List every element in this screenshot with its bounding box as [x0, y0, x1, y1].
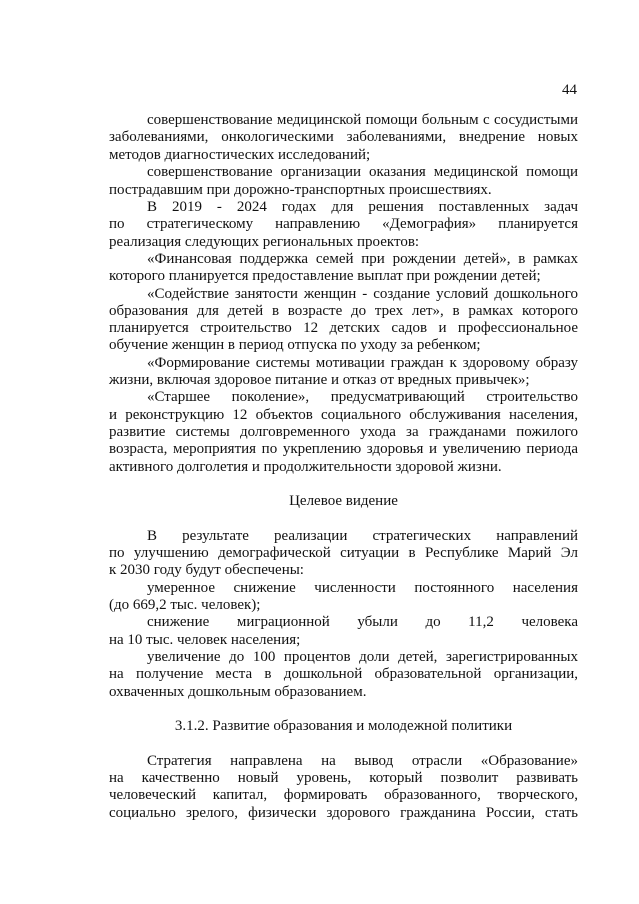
text-line: увеличение до 100 процентов доли детей, зарегистрированных: [147, 649, 578, 665]
text-line: возраста, мероприятия по укреплению здоровья и увеличению периода: [109, 441, 578, 457]
text-line: (до 669,2 тыс. человек);: [109, 597, 261, 613]
text-line: на получение места в дошкольной образовательной организации,: [109, 666, 578, 682]
text-line: «Формирование системы мотивации граждан к здоровому образу: [147, 355, 578, 371]
text-line: снижение миграционной убыли до 11,2 человека: [147, 614, 578, 630]
text-line: В 2019 - 2024 годах для решения поставленных задач: [147, 199, 578, 215]
text-line: обучение женщин в период отпуска по уходу за ребенком;: [109, 337, 481, 353]
text-line: заболеваниями, онкологическими заболеваниями, внедрение новых: [109, 129, 578, 145]
text-line: активного долголетия и продолжительности здоровой жизни.: [109, 459, 502, 475]
text-line: к 2030 году будут обеспечены:: [109, 562, 304, 578]
section-heading: 3.1.2. Развитие образования и молодежной политики: [174, 718, 513, 734]
text-line: по стратегическому направлению «Демография» планируется: [109, 216, 578, 232]
text-line: планируется строительство 12 детских садов и профессиональное: [109, 320, 578, 336]
text-line: и реконструкцию 12 объектов социального обслуживания населения,: [109, 407, 578, 423]
text-line: которого планируется предоставление выплат при рождении детей;: [109, 268, 541, 284]
text-line: «Старшее поколение», предусматривающий строительство: [147, 389, 578, 405]
text-line: реализация следующих региональных проектов:: [109, 234, 420, 250]
text-line: жизни, включая здоровое питание и отказ от вредных привычек»;: [109, 372, 530, 388]
text-line: Стратегия направлена на вывод отрасли «Образование»: [147, 753, 578, 769]
text-line: В результате реализации стратегических направлений: [147, 528, 578, 544]
text-line: человеческий капитал, формировать образованного, творческого,: [109, 787, 578, 803]
text-line: образования для детей в возрасте до трех лет», в рамках которого: [109, 303, 578, 319]
text-line: «Финансовая поддержка семей при рождении детей», в рамках: [147, 251, 578, 267]
text-line: методов диагностических исследований;: [109, 147, 371, 163]
text-line: охваченных дошкольным образованием.: [109, 684, 367, 700]
text-line: на качественно новый уровень, который позволит развивать: [109, 770, 578, 786]
text-line: на 10 тыс. человек населения;: [109, 632, 301, 648]
page-number: 44: [562, 82, 577, 98]
text-line: умеренное снижение численности постоянного населения: [147, 580, 578, 596]
text-line: по улучшению демографической ситуации в Республике Марий Эл: [109, 545, 578, 561]
text-line: «Содействие занятости женщин - создание условий дошкольного: [147, 286, 578, 302]
text-line: социально зрелого, физически здорового гражданина России, стать: [109, 805, 578, 821]
text-line: развитие системы долговременного ухода за гражданами пожилого: [109, 424, 578, 440]
text-line: совершенствование медицинской помощи больным с сосудистыми: [147, 112, 578, 128]
section-heading: Целевое видение: [289, 493, 398, 509]
text-line: совершенствование организации оказания медицинской помощи: [147, 164, 578, 180]
text-line: пострадавшим при дорожно-транспортных происшествиях.: [109, 182, 492, 198]
